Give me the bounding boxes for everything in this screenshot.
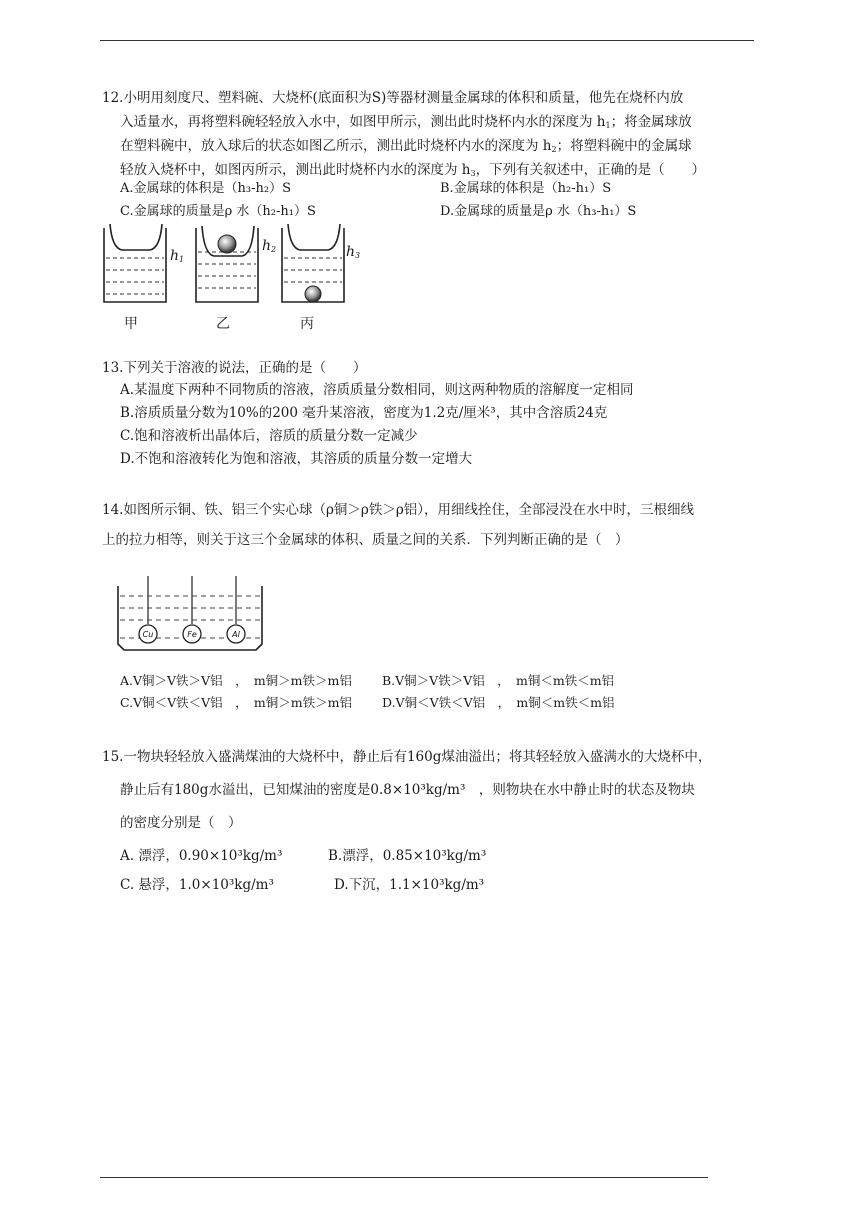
- ball-label-al: Al: [232, 630, 240, 639]
- header-rule: [100, 40, 754, 41]
- q12-line1: 12.小明用刻度尺、塑料碗、大烧杯(底面积为S)等器材测量金属球的体积和质量，他先在烧杯内放: [102, 90, 684, 106]
- q12-option-b[interactable]: B.金属球的体积是（h₂-h₁）S: [440, 181, 612, 196]
- fig-label-yi: 乙: [216, 316, 230, 332]
- h2-label: $h_2$: [262, 238, 277, 254]
- q12-option-a[interactable]: A.金属球的体积是（h₃-h₂）S: [120, 181, 291, 196]
- q12-line4: 轻放入烧杯中，如图丙所示，测出此时烧杯内水的深度为 $h_3$，下列有关叙述中，正确的是（ ）: [120, 162, 706, 178]
- q13-option-a[interactable]: A.某温度下两种不同物质的溶液，溶质质量分数相同，则这两种物质的溶解度一定相同: [120, 382, 634, 398]
- h1-label: $h_1$: [170, 248, 185, 264]
- metal-ball-yi: [218, 235, 236, 253]
- bowl-bing: [288, 224, 340, 250]
- q15-option-d[interactable]: D.下沉，1.1×10³kg/m³: [334, 877, 485, 893]
- fig-label-jia: 甲: [124, 316, 138, 332]
- q15-option-a[interactable]: A. 漂浮，0.90×10³kg/m³: [120, 848, 283, 864]
- q14-option-c[interactable]: C.V铜＜V铁＜V铝 ， m铜＞m铁＞m铝: [120, 695, 352, 710]
- q13-stem: 13.下列关于溶液的说法，正确的是（ ）: [102, 360, 367, 376]
- ball-label-fe: Fe: [187, 630, 197, 639]
- q12-line2: 入适量水，再将塑料碗轻轻放入水中，如图甲所示，测出此时烧杯内水的深度为 $h_1$；将金属球放: [120, 114, 692, 130]
- ball-label-cu: Cu: [142, 630, 154, 639]
- q12-option-c[interactable]: C.金属球的质量是ρ 水（h₂-h₁）S: [120, 204, 316, 219]
- q13-option-c[interactable]: C.饱和溶液析出晶体后，溶质的质量分数一定减少: [120, 428, 418, 444]
- q14-option-a[interactable]: A.V铜＞V铁＞V铝 ， m铜＞m铁＞m铝: [120, 673, 352, 688]
- q13-option-d[interactable]: D.不饱和溶液转化为饱和溶液，其溶质的质量分数一定增大: [120, 451, 473, 467]
- footer-rule: [100, 1177, 708, 1178]
- q15-option-b[interactable]: B.漂浮，0.85×10³kg/m³: [328, 848, 487, 864]
- q14-line1: 14.如图所示铜、铁、铝三个实心球（ρ铜＞ρ铁＞ρ铝），用细线拴住，全部浸没在水中时，三根细线: [102, 502, 695, 518]
- q15-line1: 15.一物块轻轻放入盛满煤油的大烧杯中，静止后有160g煤油溢出；将其轻轻放入盛满水的大烧杯中，: [102, 749, 712, 765]
- q12-option-d[interactable]: D.金属球的质量是ρ 水（h₃-h₁）S: [440, 204, 637, 219]
- q14-three-balls-figure: [110, 572, 270, 654]
- q14-option-b[interactable]: B.V铜＞V铁＞V铝 ， m铜＜m铁＜m铝: [382, 673, 615, 688]
- fig-label-bing: 丙: [300, 316, 314, 332]
- q15-option-c[interactable]: C. 悬浮，1.0×10³kg/m³: [120, 877, 274, 893]
- q12-beakers-figure: [96, 220, 376, 315]
- q12-line3: 在塑料碗中，放入球后的状态如图乙所示，测出此时烧杯内水的深度为 $h_2$；将塑料碗中的金属球: [120, 138, 692, 154]
- bowl-jia: [110, 224, 162, 250]
- q15-line2: 静止后有180g水溢出，已知煤油的密度是0.8×10³kg/m³ ，则物块在水中静止时的状态及物块: [120, 782, 695, 798]
- h3-label: $h_3$: [346, 244, 361, 260]
- metal-ball-bing: [305, 286, 321, 302]
- q15-line3: 的密度分别是（ ）: [120, 815, 242, 831]
- q14-line2: 上的拉力相等，则关于这三个金属球的体积、质量之间的关系．下列判断正确的是（ ）: [102, 532, 629, 548]
- q13-option-b[interactable]: B.溶质质量分数为10%的200 毫升某溶液，密度为1.2克/厘米³，其中含溶质24克: [120, 405, 608, 421]
- q14-option-d[interactable]: D.V铜＜V铁＜V铝 ， m铜＜m铁＜m铝: [382, 695, 615, 710]
